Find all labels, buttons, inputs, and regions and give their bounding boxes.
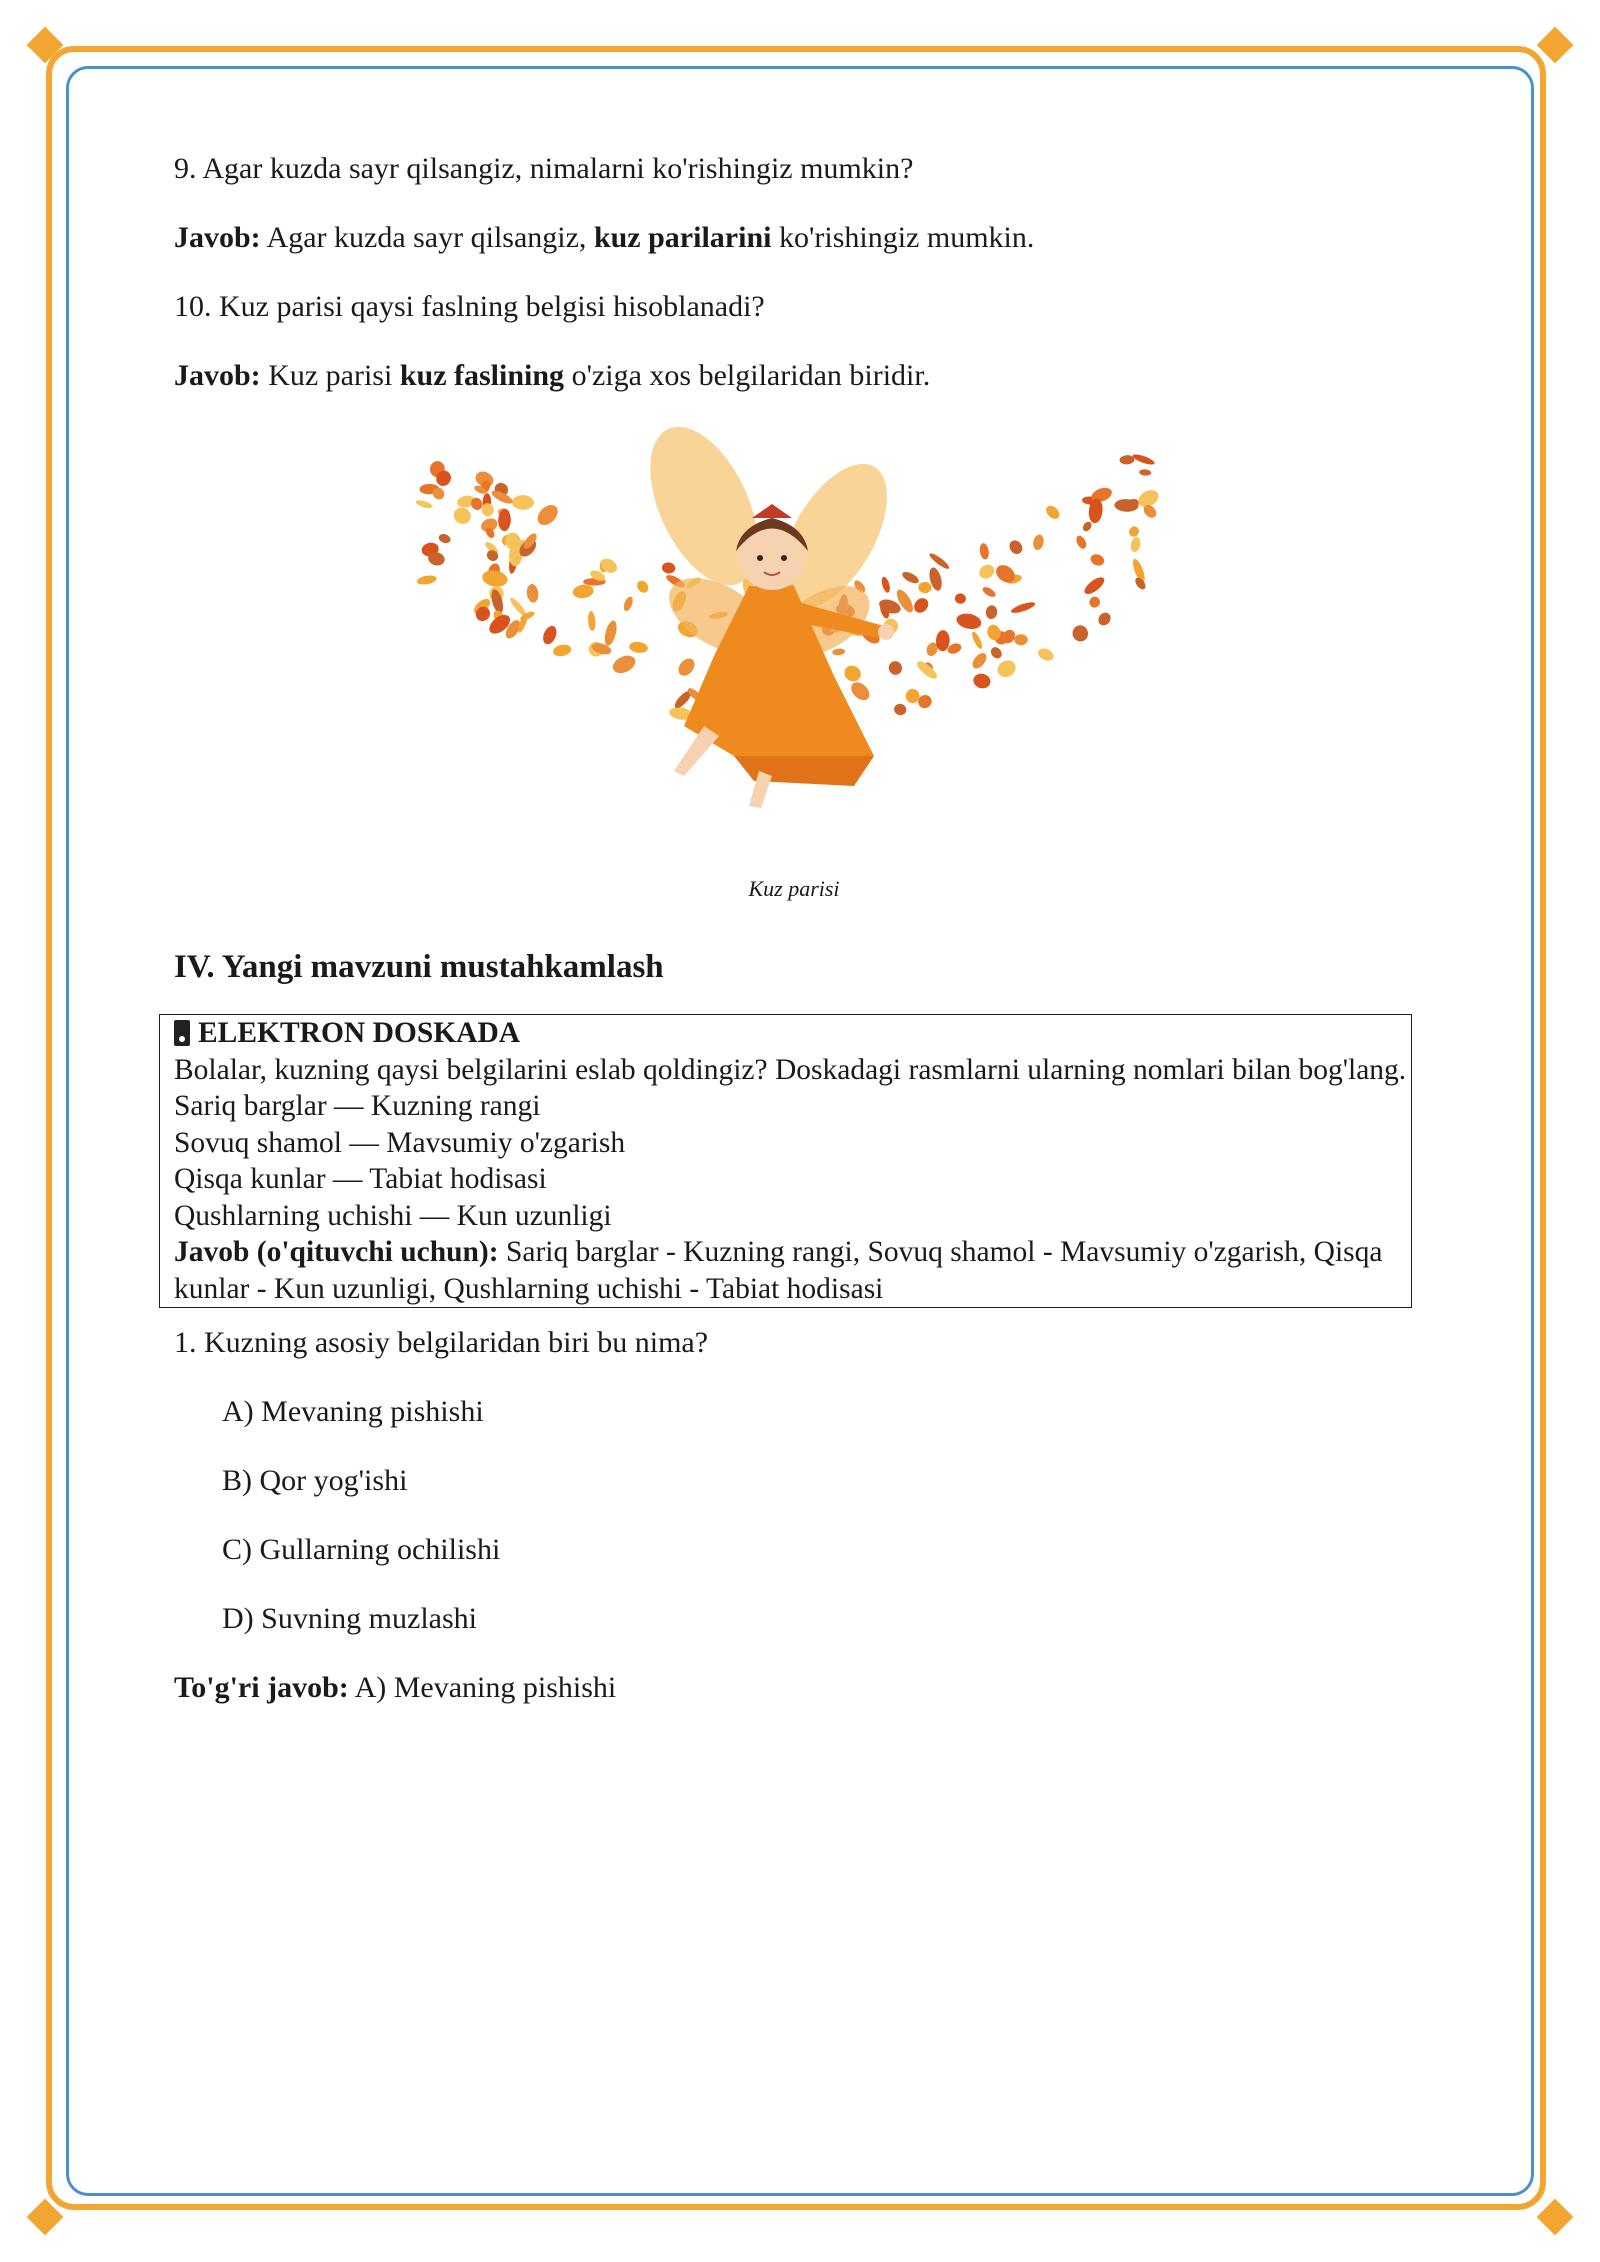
autumn-leaf — [832, 648, 845, 656]
autumn-leaf — [628, 641, 648, 654]
quiz-option: B) Qor yog'ishi — [222, 1464, 408, 1497]
autumn-leaf — [451, 505, 474, 527]
board-pair: Qisqa kunlar — Tabiat hodisasi — [174, 1163, 547, 1195]
autumn-leaf — [989, 645, 1004, 661]
autumn-leaf — [622, 595, 635, 612]
autumn-leaf — [1132, 452, 1156, 466]
autumn-leaf — [675, 655, 698, 678]
autumn-leaf — [512, 495, 534, 510]
board-prompt: Bolalar, kuzning qaysi belgilarini eslab qoldingiz? Doskadagi rasmlarni ularning nomlari bilan bog'lang. — [174, 1053, 1407, 1086]
autumn-leaf — [1036, 646, 1056, 663]
autumn-leaf — [481, 568, 509, 588]
autumn-leaf — [603, 619, 619, 647]
autumn-leaf — [1096, 610, 1113, 628]
autumn-leaf — [661, 561, 676, 574]
board-title: ELEKTRON DOSKADA — [198, 1017, 521, 1049]
autumn-leaf — [1088, 595, 1101, 609]
autumn-leaf — [1074, 534, 1088, 550]
autumn-leaf — [1010, 600, 1036, 615]
autumn-leaf — [541, 624, 560, 646]
autumn-leaf — [893, 702, 908, 717]
autumn-leaf — [841, 663, 863, 685]
autumn-leaf — [1044, 503, 1062, 521]
autumn-leaf — [416, 574, 437, 586]
autumn-leaf — [587, 611, 596, 631]
autumn-leaf — [880, 576, 891, 594]
autumn-leaf — [954, 593, 966, 605]
autumn-leaf — [1139, 469, 1151, 476]
fairy-image — [174, 426, 1414, 846]
mobile-phone-icon — [174, 1020, 190, 1046]
quiz-option: C) Gullarning ochilishi — [222, 1533, 501, 1566]
autumn-leaf — [1032, 534, 1045, 551]
board-header — [174, 1015, 1411, 1052]
autumn-leaf — [1007, 538, 1025, 557]
autumn-leaf — [1081, 520, 1093, 533]
board-pair: Sariq barglar — Kuzning rangi — [174, 1090, 541, 1122]
autumn-leaf — [848, 679, 873, 704]
question-10: 10. Kuz parisi qaysi faslning belgisi hisoblanadi? — [174, 290, 765, 323]
quiz — [174, 1324, 1414, 1707]
section-title: IV. Yangi mavzuni mustahkamlash — [174, 949, 664, 985]
answer-label: Javob: — [174, 221, 261, 254]
corner-diamond-bottom-right — [1537, 2199, 1574, 2236]
autumn-leaf — [1071, 623, 1090, 643]
autumn-leaf — [977, 562, 997, 582]
autumn-leaf — [981, 585, 997, 599]
autumn-leaf — [1014, 634, 1028, 645]
autumn-leaf — [610, 652, 638, 676]
autumn-leaf — [552, 643, 572, 658]
autumn-leaf — [972, 672, 992, 691]
answer-9: Javob: Agar kuzda sayr qilsangiz, kuz parilarini ko'rishingiz mumkin. — [174, 221, 1035, 254]
quiz-correct-answer: To'g'ri javob: A) Mevaning pishishi — [174, 1671, 617, 1704]
board-pair: Sovuq shamol — Mavsumiy o'zgarish — [174, 1126, 626, 1159]
autumn-leaf — [526, 583, 540, 603]
question-9: 9. Agar kuzda sayr qilsangiz, nimalarni ko'rishingiz mumkin? — [174, 152, 914, 185]
autumn-leaf — [1129, 536, 1141, 553]
corner-diamond-top-right — [1537, 27, 1574, 64]
autumn-leaf — [415, 499, 433, 510]
autumn-fairy-illustration — [174, 426, 1414, 846]
autumn-leaf — [485, 548, 500, 563]
autumn-leaf — [928, 551, 951, 571]
autumn-leaf — [936, 630, 950, 652]
autumn-leaf — [1089, 552, 1106, 567]
autumn-leaf — [979, 543, 990, 561]
autumn-leaf — [1119, 455, 1134, 465]
electronic-board-box — [159, 1014, 1412, 1308]
board-answer: Javob (o'qituvchi uchun): Sariq barglar - Kuzning rangi, Sovuq shamol - Mavsumiy o'zgarish, Qisqa kunlar - Kun uzunligi, Qushlarning uchishi - Tabiat hodisasi — [174, 1236, 1383, 1305]
autumn-leaf — [911, 595, 931, 615]
autumn-leaf — [534, 501, 562, 529]
answer-10: Javob: Kuz parisi kuz faslining o'ziga xos belgilaridan biridir. — [174, 359, 931, 392]
autumn-leaf — [1127, 525, 1141, 539]
autumn-leaf — [970, 650, 989, 671]
autumn-leaf — [955, 611, 983, 631]
autumn-leaf — [1082, 574, 1107, 597]
autumn-leaf — [915, 658, 940, 681]
autumn-leaf — [635, 579, 651, 595]
board-pair: Qushlarning uchishi — Kun uzunligi — [174, 1199, 612, 1232]
figure-caption: Kuz parisi — [748, 876, 840, 901]
quiz-option: A) Mevaning pishishi — [222, 1395, 484, 1428]
autumn-leaf — [901, 570, 921, 586]
autumn-leaf — [918, 582, 932, 594]
autumn-leaf — [905, 688, 920, 704]
autumn-leaf — [970, 630, 984, 650]
autumn-leaf — [985, 605, 998, 620]
autumn-leaf — [994, 657, 1018, 680]
autumn-leaf — [572, 583, 595, 599]
autumn-leaf — [437, 532, 451, 544]
quiz-option: D) Suvning muzlashi — [222, 1602, 477, 1635]
answer-label: Javob: — [174, 359, 261, 392]
quiz-question: 1. Kuzning asosiy belgilaridan biri bu nima? — [174, 1326, 709, 1359]
page-content — [174, 150, 1414, 1738]
autumn-leaf — [598, 556, 620, 576]
autumn-leaf — [887, 659, 905, 677]
